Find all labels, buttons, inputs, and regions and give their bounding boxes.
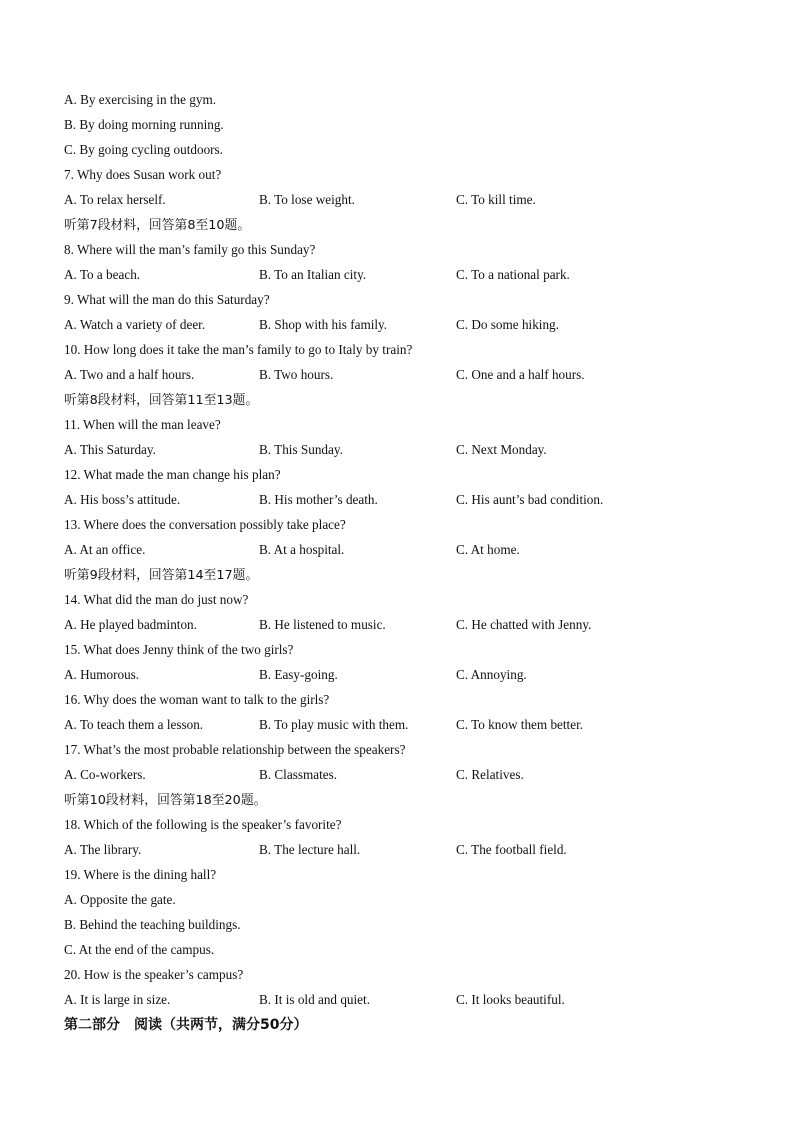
question-text [64,515,744,540]
answer-option [64,890,744,915]
option-a: A. At an office. [64,542,146,557]
answer-options-row [64,990,744,1015]
answer-option [64,140,744,165]
section-instruction [64,790,744,815]
part-heading: 第二部分 阅读（共两节，满分50分） [64,1017,308,1033]
question-text-label: 14. What did the man do just now? [64,592,249,607]
option-c: C. It looks beautiful. [456,992,565,1007]
option-a: A. Two and a half hours. [64,367,195,382]
answer-options-row [64,490,744,515]
answer-options-row [64,840,744,865]
answer-options-row [64,665,744,690]
option-a: A. The library. [64,842,142,857]
option-b: B. This Sunday. [259,442,343,457]
answer-option [64,115,744,140]
option-c: C. Annoying. [456,667,527,682]
option-b: B. To lose weight. [259,192,355,207]
option-c: C. To know them better. [456,717,584,732]
answer-option [64,940,744,965]
answer-option-label: C. At the end of the campus. [64,942,215,957]
option-c: C. His aunt’s bad condition. [456,492,604,507]
option-a: A. He played badminton. [64,617,197,632]
option-c: C. The football field. [456,842,567,857]
option-b: B. To play music with them. [259,717,409,732]
option-c: C. Next Monday. [456,442,547,457]
answer-options-row [64,540,744,565]
answer-options-row [64,315,744,340]
option-c: C. Do some hiking. [456,317,559,332]
question-text [64,815,744,840]
option-b: B. Classmates. [259,767,338,782]
section-instruction-label: 听第7段材料，回答第8至10题。 [64,218,251,233]
option-b: B. Two hours. [259,367,334,382]
question-text [64,965,744,990]
exam-page [64,90,744,1015]
option-a: A. It is large in size. [64,992,171,1007]
option-c: C. Relatives. [456,767,524,782]
section-instruction [64,215,744,240]
option-a: A. To teach them a lesson. [64,717,204,732]
answer-options-row [64,615,744,640]
answer-option-label: A. Opposite the gate. [64,892,176,907]
option-b: B. Easy-going. [259,667,338,682]
question-text-label: 12. What made the man change his plan? [64,467,281,482]
option-b: B. Shop with his family. [259,317,388,332]
question-text-label: 17. What’s the most probable relationship between the speakers? [64,742,406,757]
section-instruction [64,390,744,415]
option-c: C. One and a half hours. [456,367,585,382]
section-instruction-label: 听第9段材料，回答第14至17题。 [64,568,259,583]
answer-options-row [64,265,744,290]
question-text [64,865,744,890]
question-text-label: 18. Which of the following is the speaker’s favorite? [64,817,342,832]
option-b: B. His mother’s death. [259,492,378,507]
option-a: A. Humorous. [64,667,140,682]
question-text [64,415,744,440]
question-text-label: 9. What will the man do this Saturday? [64,292,270,307]
answer-option-label: A. By exercising in the gym. [64,92,216,107]
option-a: A. To relax herself. [64,192,166,207]
option-b: B. It is old and quiet. [259,992,370,1007]
question-text-label: 10. How long does it take the man’s family to go to Italy by train? [64,342,413,357]
answer-options-row [64,440,744,465]
option-b: B. The lecture hall. [259,842,361,857]
section-instruction [64,565,744,590]
answer-options-row [64,365,744,390]
answer-option-label: B. Behind the teaching buildings. [64,917,241,932]
question-text [64,240,744,265]
option-b: B. To an Italian city. [259,267,367,282]
question-text-label: 11. When will the man leave? [64,417,221,432]
answer-options-row [64,765,744,790]
option-b: B. He listened to music. [259,617,386,632]
question-text [64,465,744,490]
question-text [64,165,744,190]
option-a: A. His boss’s attitude. [64,492,181,507]
option-a: A. Watch a variety of deer. [64,317,206,332]
option-c: C. To kill time. [456,192,536,207]
answer-options-row [64,715,744,740]
option-a: A. Co-workers. [64,767,146,782]
question-text-label: 13. Where does the conversation possibly take place? [64,517,346,532]
option-c: C. To a national park. [456,267,570,282]
question-text [64,290,744,315]
question-text-label: 7. Why does Susan work out? [64,167,222,182]
question-text [64,690,744,715]
section-instruction-label: 听第10段材料，回答第18至20题。 [64,793,267,808]
option-a: A. This Saturday. [64,442,156,457]
question-text-label: 19. Where is the dining hall? [64,867,217,882]
question-text [64,340,744,365]
question-text-label: 8. Where will the man’s family go this Sunday? [64,242,316,257]
question-text [64,740,744,765]
option-b: B. At a hospital. [259,542,345,557]
answer-option [64,915,744,940]
answer-option-label: B. By doing morning running. [64,117,224,132]
option-a: A. To a beach. [64,267,141,282]
question-text-label: 15. What does Jenny think of the two girls? [64,642,294,657]
option-c: C. At home. [456,542,520,557]
question-text-label: 20. How is the speaker’s campus? [64,967,244,982]
question-text [64,640,744,665]
section-instruction-label: 听第8段材料，回答第11至13题。 [64,393,259,408]
question-text-label: 16. Why does the woman want to talk to the girls? [64,692,330,707]
question-text [64,590,744,615]
answer-option-label: C. By going cycling outdoors. [64,142,223,157]
answer-option [64,90,744,115]
answer-options-row [64,190,744,215]
option-c: C. He chatted with Jenny. [456,617,592,632]
